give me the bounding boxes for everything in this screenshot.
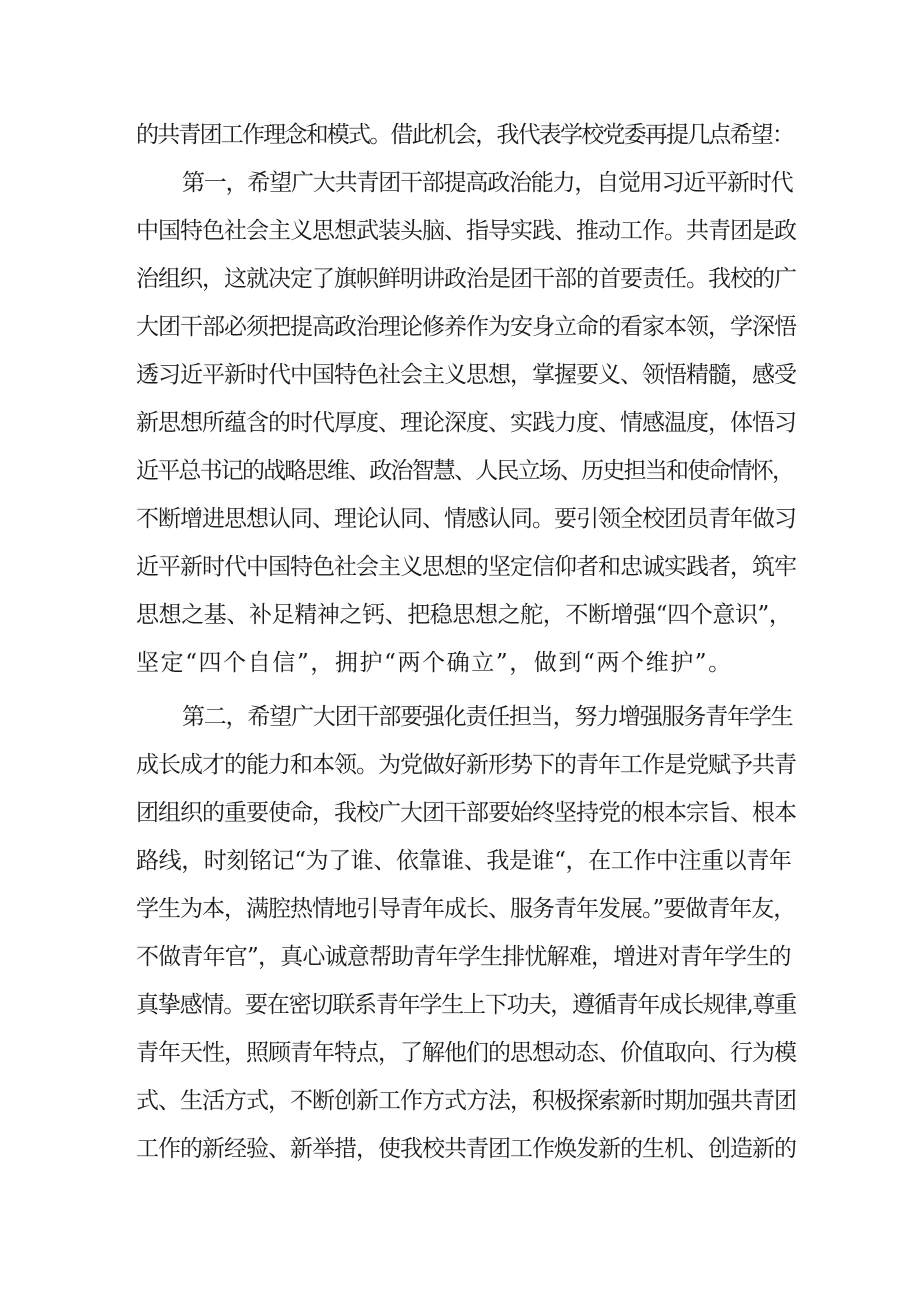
paragraph-1-first-line: 第一，希望广大共青团干部提高政治能力，自觉用习近平新时代 bbox=[182, 170, 793, 196]
text-line: 团组织的重要使命，我校广大团干部要始终坚持党的根本宗旨、根本 bbox=[136, 800, 796, 826]
text-line: 治组织，这就决定了旗帜鲜明讲政治是团干部的首要责任。我校的广 bbox=[136, 266, 796, 292]
text-line: 中国特色社会主义思想武装头脑、指导实践、推动工作。共青团是政 bbox=[136, 218, 796, 244]
text-line: 式、生活方式，不断创新工作方式方法，积极探索新时期加强共青团 bbox=[136, 1088, 796, 1114]
text-line: 新思想所蕴含的时代厚度、理论深度、实践力度、情感温度，体悟习 bbox=[136, 410, 796, 436]
text-line: 透习近平新时代中国特色社会主义思想，掌握要义、领悟精髓，感受 bbox=[136, 362, 796, 388]
text-line: 坚定“四个自信”，拥护“两个确立”，做到“两个维护”。 bbox=[136, 650, 733, 676]
text-line: 的共青团工作理念和模式。借此机会，我代表学校党委再提几点希望： bbox=[136, 122, 794, 148]
paragraph-2-first-line: 第二，希望广大团干部要强化责任担当，努力增强服务青年学生 bbox=[182, 704, 793, 730]
text-line: 不断增进思想认同、理论认同、情感认同。要引领全校团员青年做习 bbox=[136, 506, 796, 532]
text-line: 学生为本，满腔热情地引导青年成长、服务青年发展。”要做青年友， bbox=[136, 896, 796, 922]
text-line: 工作的新经验、新举措，使我校共青团工作焕发新的生机、创造新的 bbox=[136, 1136, 796, 1162]
text-line: 成长成才的能力和本领。为党做好新形势下的青年工作是党赋予共青 bbox=[136, 752, 796, 778]
text-line: 不做青年官”，真心诚意帮助青年学生排忧解难，增进对青年学生的 bbox=[136, 944, 791, 970]
text-line: 真挚感情。要在密切联系青年学生上下功夫，遵循青年成长规律,尊重 bbox=[136, 992, 797, 1018]
text-line: 青年天性，照顾青年特点，了解他们的思想动态、价值取向、行为模 bbox=[136, 1040, 796, 1066]
text-line: 思想之基、补足精神之钙、把稳思想之舵，不断增强“四个意识”， bbox=[136, 602, 792, 628]
text-line: 大团干部必须把提高政治理论修养作为安身立命的看家本领，学深悟 bbox=[136, 314, 796, 340]
text-line: 近平新时代中国特色社会主义思想的坚定信仰者和忠诚实践者，筑牢 bbox=[136, 554, 796, 580]
text-line: 近平总书记的战略思维、政治智慧、人民立场、历史担当和使命情怀， bbox=[136, 458, 794, 484]
text-line: 路线，时刻铭记“为了谁、依靠谁、我是谁“，在工作中注重以青年 bbox=[136, 848, 792, 874]
